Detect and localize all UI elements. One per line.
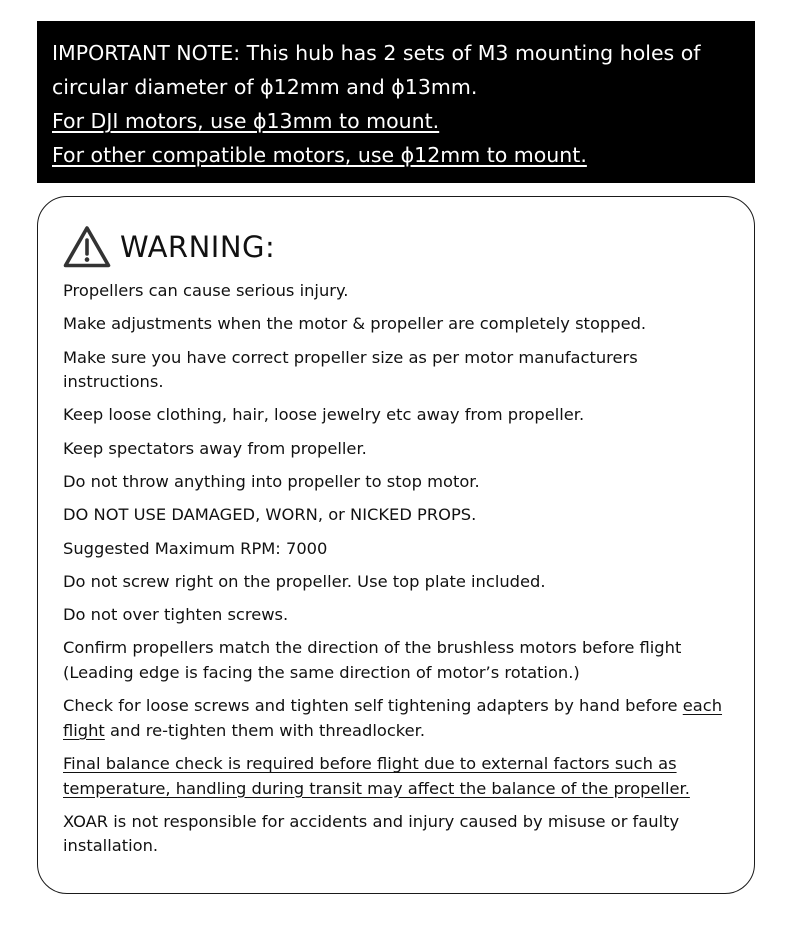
list-item-check-screws [63, 694, 739, 743]
each-flight-emphasis: each flight [63, 696, 723, 740]
list-item: Do not over tighten screws. [63, 605, 289, 625]
list-item: DO NOT USE DAMAGED, WORN, or NICKED PROPS. [63, 505, 477, 525]
list-item: Suggested Maximum RPM: 7000 [63, 538, 328, 558]
warning-title: WARNING: [120, 230, 276, 264]
list-item-liability: XOAR is not responsible for accidents and injury caused by misuse or faulty installation. [63, 811, 680, 856]
list-item-balance-check [63, 752, 739, 801]
warning-box [37, 196, 755, 894]
list-item: Do not throw anything into propeller to stop motor. [63, 471, 480, 491]
list-item: Do not screw right on the propeller. Use top plate included. [63, 571, 546, 591]
list-item: Make adjustments when the motor & propeller are completely stopped. [63, 314, 647, 334]
list-item: Confirm propellers match the direction of the brushless motors before flight (Leading edge is facing the same direction of motor’s rotation.) [63, 638, 682, 682]
check-text-after: and re-tighten them with threadlocker. [104, 720, 426, 740]
note-dji-line: For DJI motors, use ϕ13mm to mount. [52, 109, 440, 133]
warning-triangle-icon [62, 224, 112, 270]
list-item: Keep loose clothing, hair, loose jewelry etc away from propeller. [63, 405, 585, 425]
list-item: Make sure you have correct propeller size as per motor manufacturers instructions. [63, 347, 638, 392]
note-line-1: IMPORTANT NOTE: This hub has 2 sets of M3 mounting holes of [52, 41, 701, 65]
warning-header [62, 222, 275, 272]
balance-check-text: Final balance check is required before flight due to external factors such as temperature, handling during transit may affect the balance of the propeller. [63, 754, 690, 798]
warning-list [63, 279, 739, 868]
important-note-box [37, 21, 755, 183]
note-other-motors-line: For other compatible motors, use ϕ12mm to mount. [52, 143, 587, 167]
list-item: Propellers can cause serious injury. [63, 281, 349, 300]
note-line-2: circular diameter of ϕ12mm and ϕ13mm. [52, 75, 478, 99]
list-item: Keep spectators away from propeller. [63, 438, 367, 458]
check-text-before: Check for loose screws and tighten self tightening adapters by hand before [63, 696, 683, 716]
